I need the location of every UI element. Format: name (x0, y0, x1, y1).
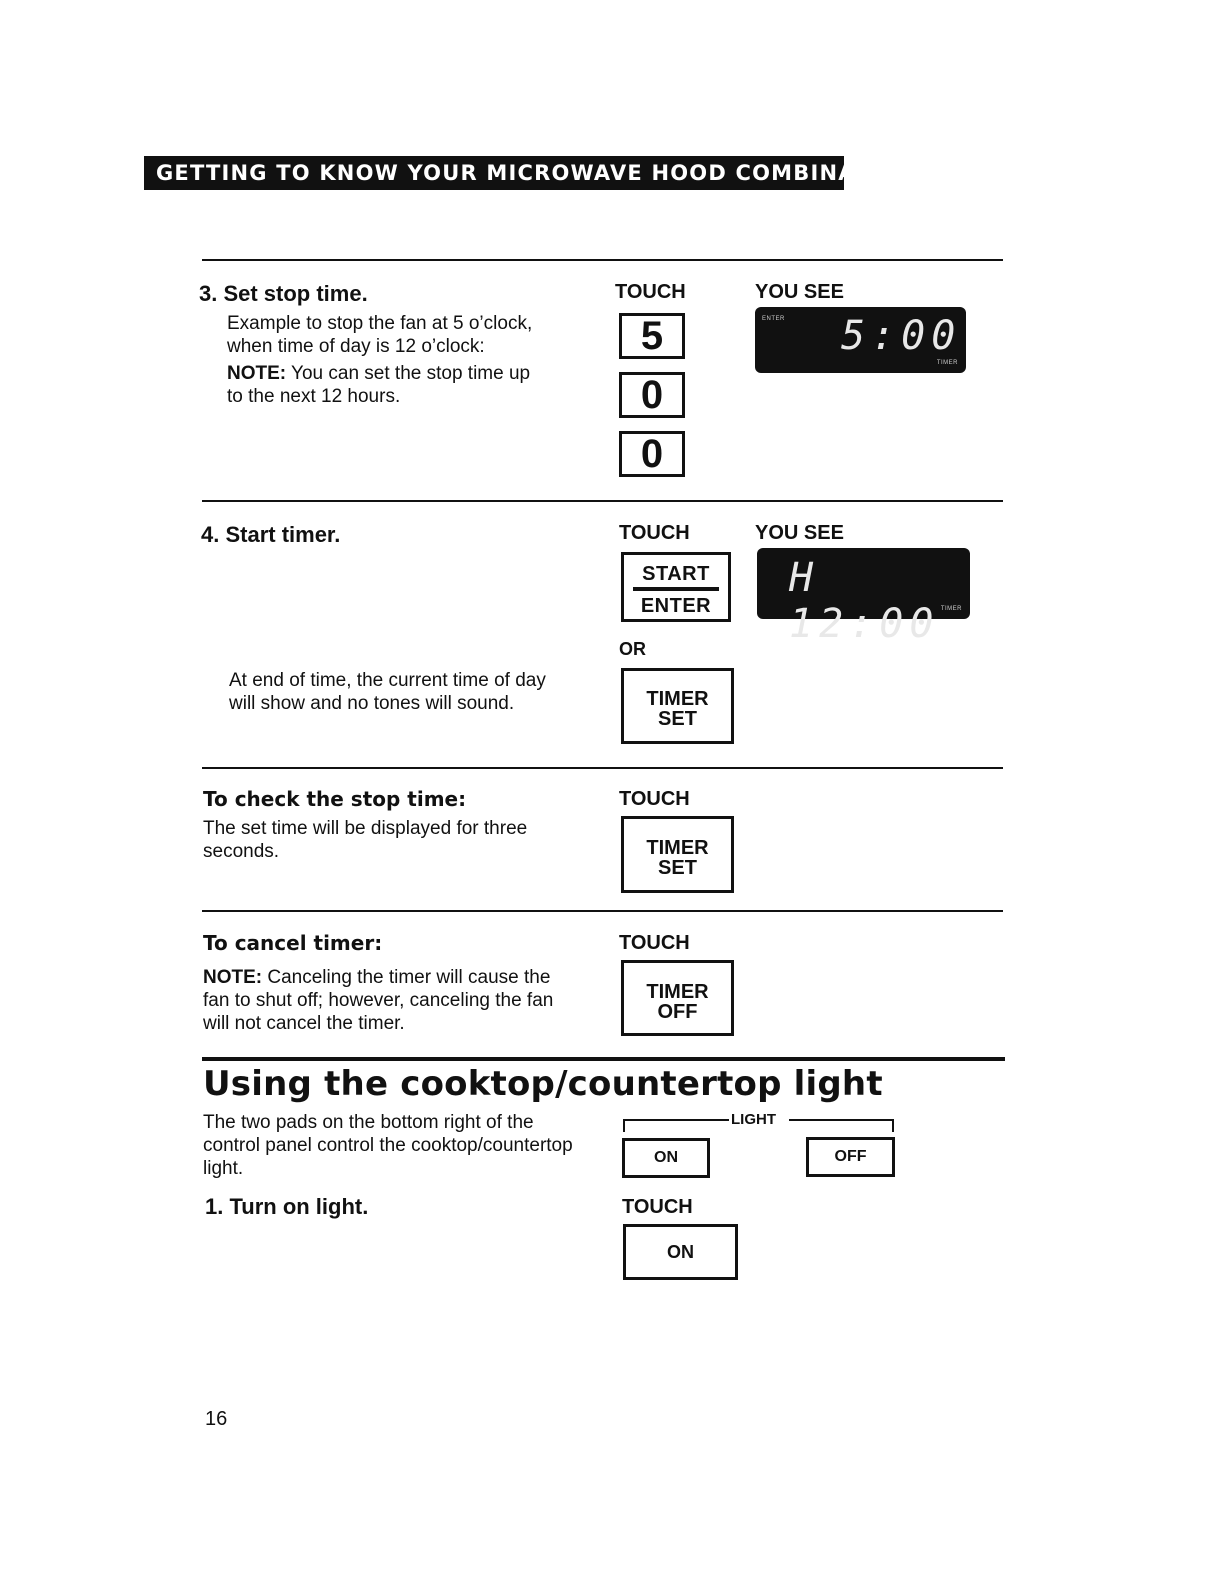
step-3-note (227, 362, 532, 385)
light-line: control panel control the cooktop/countertop (203, 1135, 573, 1156)
cancel-line: will not cancel the timer. (203, 1013, 405, 1034)
you-see-label: YOU SEE (755, 522, 844, 544)
display-panel (757, 548, 970, 647)
start-enter-key[interactable] (621, 552, 731, 622)
key-label: TIMER (646, 981, 709, 1003)
digit-0-key[interactable] (619, 372, 685, 418)
step-3-title: 3. Set stop time. (199, 281, 368, 306)
timer-set-key[interactable] (621, 816, 734, 893)
step-4-title: 4. Start timer. (201, 522, 341, 547)
display-timer-label: TIMER (940, 606, 962, 612)
step-4-line: At end of time, the current time of day (229, 670, 546, 691)
display-readout: 5:00 (841, 313, 962, 359)
touch-label: TOUCH (619, 932, 690, 954)
note-text: Canceling the timer will cause the (262, 967, 551, 988)
key-label: 0 (640, 432, 664, 476)
key-label: SET (658, 708, 697, 730)
light-line: light. (203, 1158, 244, 1179)
note-label: NOTE: (227, 363, 287, 384)
divider (202, 500, 1003, 502)
touch-label: TOUCH (615, 281, 686, 303)
divider (202, 767, 1003, 769)
page-number: 16 (205, 1408, 228, 1430)
bracket-right (789, 1119, 894, 1132)
note-text: You can set the stop time up (286, 363, 531, 384)
cancel-timer-title: To cancel timer: (203, 931, 383, 955)
key-label: TIMER (646, 688, 709, 710)
key-label: SET (658, 857, 697, 879)
divider (202, 910, 1003, 912)
digit-0-key[interactable] (619, 431, 685, 477)
light-group-label: LIGHT (731, 1111, 776, 1128)
step-4-line: will show and no tones will sound. (229, 693, 515, 714)
turn-on-light-step: 1. Turn on light. (205, 1194, 369, 1219)
key-label: ENTER (640, 595, 712, 617)
timer-off-key[interactable] (621, 960, 734, 1036)
timer-set-key[interactable] (621, 668, 734, 744)
key-label: TIMER (646, 837, 709, 859)
cancel-note (203, 966, 553, 989)
check-description (203, 817, 527, 863)
step-3-line: Example to stop the fan at 5 o’clock, (227, 313, 533, 334)
light-on-key[interactable]: ON (622, 1138, 710, 1178)
key-divider (633, 587, 719, 591)
cancel-description (203, 966, 553, 1035)
divider (202, 1057, 1005, 1061)
key-label: 5 (640, 314, 664, 358)
touch-label: TOUCH (619, 788, 690, 810)
bracket-left (623, 1119, 729, 1132)
section-banner: GETTING TO KNOW YOUR MICROWAVE HOOD COMBINATION (144, 156, 844, 190)
light-bracket (623, 1111, 894, 1133)
display-enter-label: ENTER (762, 316, 785, 322)
step-3-line: when time of day is 12 o’clock: (227, 336, 485, 357)
note-text: to the next 12 hours. (227, 386, 401, 407)
key-label: OFF (657, 1001, 698, 1023)
display-readout: H 12:00 (789, 555, 940, 647)
display-panel (755, 307, 966, 373)
divider (202, 259, 1003, 261)
check-stop-time-title: To check the stop time: (203, 787, 467, 811)
step-3-description (227, 312, 532, 408)
note-label: NOTE: (203, 967, 263, 988)
light-section-heading: Using the cooktop/countertop light (203, 1064, 883, 1104)
light-line: The two pads on the bottom right of the (203, 1112, 534, 1133)
key-label: START (642, 563, 710, 585)
step-4-description (229, 669, 546, 715)
light-off-key[interactable]: OFF (806, 1137, 895, 1177)
touch-label: TOUCH (622, 1196, 693, 1218)
light-on-key[interactable]: ON (623, 1224, 738, 1280)
or-label: OR (619, 639, 646, 659)
check-line: seconds. (203, 841, 280, 862)
you-see-label: YOU SEE (755, 281, 844, 303)
display-timer-label: TIMER (936, 360, 958, 366)
light-description (203, 1111, 573, 1180)
check-line: The set time will be displayed for three (203, 818, 528, 839)
touch-label: TOUCH (619, 522, 690, 544)
key-label: 0 (640, 373, 664, 417)
cancel-line: fan to shut off; however, canceling the fan (203, 990, 554, 1011)
digit-5-key[interactable] (619, 313, 685, 359)
